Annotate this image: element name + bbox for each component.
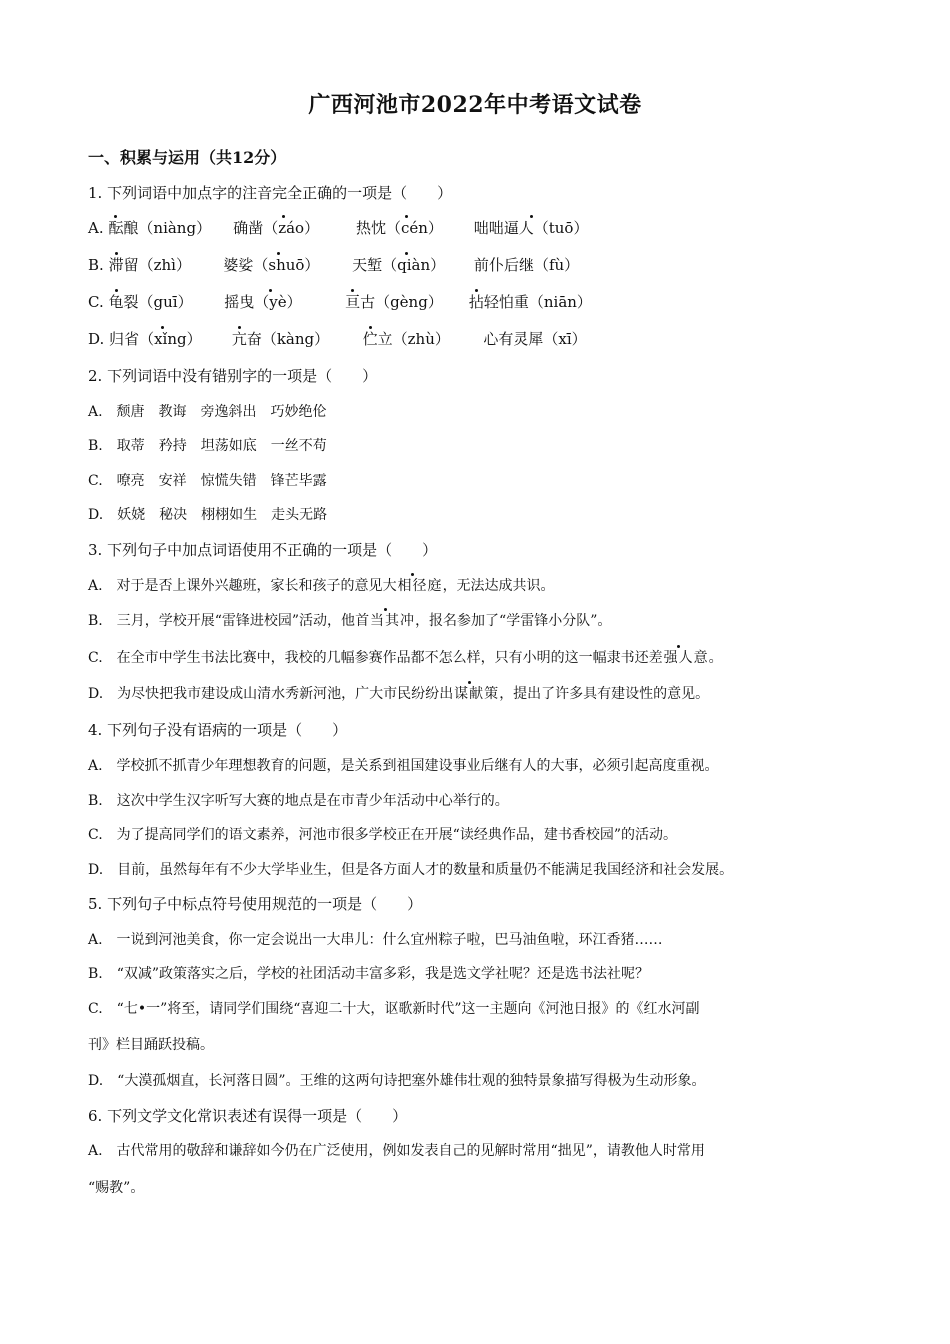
question-1-option-a: A. 酝酿（niàng） 确凿（záo） 热忱（cén） 咄咄逼人（tuō） bbox=[88, 219, 589, 237]
exam-title: 广西河池市2022年中考语文试卷 bbox=[308, 92, 642, 118]
question-3-option-b: B. 三月，学校开展“雷锋进校园”活动，他首当其冲，报名参加了“学雷锋小分队”。 bbox=[88, 613, 612, 629]
question-6-option-a: A. 古代常用的敬辞和谦辞如今仍在广泛使用，例如发表自己的见解时常用“拙见”，请教他人时常用 bbox=[88, 1143, 705, 1159]
question-1-option-b: B. 滞留（zhì） 婆娑（shuō） 天堑（qiàn） 前仆后继（fù） bbox=[88, 256, 580, 274]
question-3-option-d: D. 为尽快把我市建设成山清水秀新河池，广大市民纷纷出谋献策，提出了许多具有建设性的意见。 bbox=[88, 686, 710, 702]
question-5-stem: 5. 下列句子中标点符号使用规范的一项是（ ） bbox=[88, 895, 423, 913]
question-5-option-c-cont: 刊》栏目踊跃投稿。 bbox=[88, 1037, 214, 1053]
question-2-stem: 2. 下列词语中没有错别字的一项是（ ） bbox=[88, 367, 378, 385]
question-1-stem: 1. 下列词语中加点字的注音完全正确的一项是（ ） bbox=[88, 184, 453, 202]
question-4-option-a: A. 学校抓不抓青少年理想教育的问题，是关系到祖国建设事业后继有人的大事，必须引起高度重视。 bbox=[88, 758, 719, 774]
section-heading: 一、积累与运用（共12分） bbox=[88, 148, 287, 167]
question-1-option-d: D. 归省（xǐng） 亢奋（kàng） 伫立（zhù） 心有灵犀（xī） bbox=[88, 330, 587, 348]
question-4-stem: 4. 下列句子没有语病的一项是（ ） bbox=[88, 721, 348, 739]
question-1-option-c: C. 龟裂（guī） 摇曳（yè） 亘古（gèng） 拈轻怕重（niān） bbox=[88, 293, 592, 311]
question-5-option-d: D. “大漠孤烟直，长河落日圆”。王维的这两句诗把塞外雄伟壮观的独特景象描写得极为生动形象。 bbox=[88, 1073, 706, 1089]
question-5-option-c: C. “七•一”将至，请同学们围绕“喜迎二十大，讴歌新时代”这一主题向《河池日报》的《红水河副 bbox=[88, 1001, 700, 1017]
question-3-option-a: A. 对于是否上课外兴趣班，家长和孩子的意见大相径庭，无法达成共识。 bbox=[88, 578, 555, 594]
question-2-option-d: D. 妖娆 秘决 栩栩如生 走头无路 bbox=[88, 507, 328, 523]
question-2-option-c: C. 嘹亮 安祥 惊慌失错 锋芒毕露 bbox=[88, 473, 327, 489]
question-4-option-b: B. 这次中学生汉字听写大赛的地点是在市青少年活动中心举行的。 bbox=[88, 793, 509, 809]
question-3-stem: 3. 下列句子中加点词语使用不正确的一项是（ ） bbox=[88, 541, 438, 559]
question-6-stem: 6. 下列文学文化常识表述有误得一项是（ ） bbox=[88, 1107, 408, 1125]
question-5-option-b: B. “双减”政策落实之后，学校的社团活动丰富多彩，我是选文学社呢？还是选书法社呢？ bbox=[88, 966, 650, 982]
question-4-option-c: C. 为了提高同学们的语文素养，河池市很多学校正在开展“读经典作品，建书香校园”的活动。 bbox=[88, 827, 677, 843]
question-6-option-a-cont: “赐教”。 bbox=[88, 1180, 145, 1196]
question-5-option-a: A. 一说到河池美食，你一定会说出一大串儿：什么宜州粽子啦，巴马油鱼啦，环江香猪…… bbox=[88, 932, 663, 948]
question-3-option-c: C. 在全市中学生书法比赛中，我校的几幅参赛作品都不怎么样，只有小明的这一幅隶书还差强人意。 bbox=[88, 650, 723, 666]
question-2-option-b: B. 取蒂 矜持 坦荡如底 一丝不苟 bbox=[88, 438, 327, 454]
question-4-option-d: D. 目前，虽然每年有不少大学毕业生，但是各方面人才的数量和质量仍不能满足我国经济和社会发展。 bbox=[88, 862, 734, 878]
question-2-option-a: A. 颓唐 教诲 旁逸斜出 巧妙绝伦 bbox=[88, 404, 327, 420]
